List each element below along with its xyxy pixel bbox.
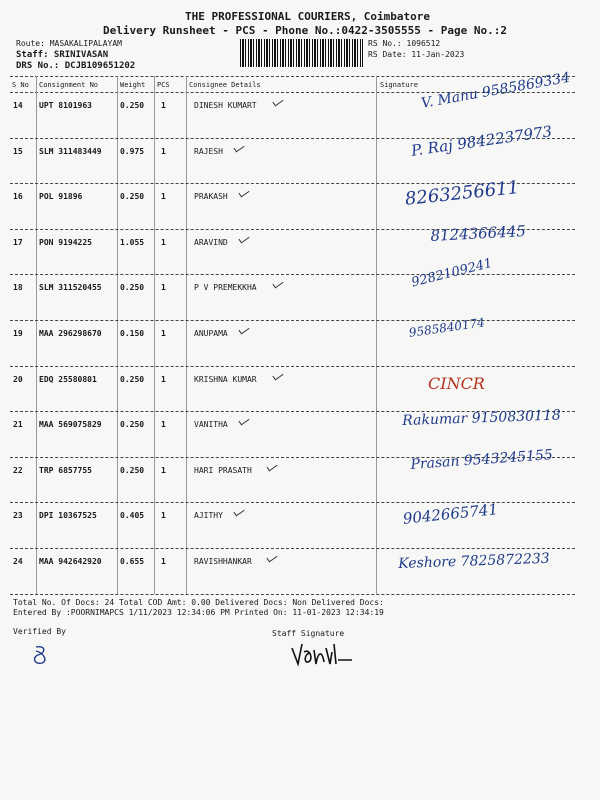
row-separator [10, 320, 575, 321]
barcode-image [240, 39, 363, 67]
row-separator [10, 548, 575, 549]
row-pcs: 1 [161, 374, 166, 384]
row-consignee: RAVISHHANKAR [194, 557, 252, 566]
row-consignment: DPI 10367525 [39, 511, 97, 521]
check-tick-icon [239, 233, 250, 243]
row-consignee: VANITHA [194, 420, 228, 430]
row-consignment: MAA 569075829 [39, 420, 102, 430]
check-tick-icon [272, 97, 283, 107]
row-consignee: PRAKASH [194, 192, 228, 202]
rs-number: RS No.: 1096512 [368, 39, 441, 48]
col-header-sno: S No [12, 81, 29, 89]
check-tick-icon [239, 416, 250, 426]
row-consignee: ANUPAMA [194, 329, 228, 338]
entered-by-line: Entered By :POORNIMAPCS 1/11/2023 12:34:06 PM Printed On: 11-01-2023 12:34:19 [13, 608, 384, 617]
row-signature: 8124366445 [430, 221, 527, 245]
row-weight: 0.250 [120, 101, 145, 110]
row-pcs: 1 [161, 101, 166, 110]
row-sno: 14 [13, 101, 23, 110]
row-consignment: EDQ 25580801 [39, 374, 97, 384]
row-consignment: POL 91896 [39, 192, 83, 202]
row-sno: 17 [13, 237, 23, 247]
col-divider [186, 76, 187, 594]
row-consignee: KRISHNA KUMAR [194, 374, 257, 384]
check-tick-icon [272, 279, 283, 289]
staff-label: Staff: SRINIVASAN [16, 50, 109, 60]
rs-date: RS Date: 11-Jan-2023 [368, 50, 465, 59]
runsheet-title: Delivery Runsheet - PCS - Phone No.:0422-3505555 - Page No.:2 [103, 24, 507, 37]
row-sno: 23 [13, 511, 23, 521]
row-pcs: 1 [161, 237, 166, 247]
row-consignment: PON 9194225 [39, 237, 92, 247]
row-signature: V. Manu 9585869334 [420, 69, 572, 112]
row-signature: 8263256611 [404, 177, 521, 211]
check-tick-icon [233, 507, 244, 517]
row-sno: 16 [13, 192, 23, 202]
col-divider [117, 76, 118, 594]
row-signature: 9585840174 [408, 315, 486, 340]
row-consignment: TRP 6857755 [39, 465, 92, 475]
row-sno: 22 [13, 465, 23, 475]
row-sno: 18 [13, 283, 23, 293]
row-consignment: SLM 311483449 [39, 146, 102, 156]
totals-line: Total No. Of Docs: 24 Total COD Amt: 0.00 Delivered Docs: Non Delivered Docs: [13, 598, 384, 607]
row-pcs: 1 [161, 511, 166, 521]
col-header-consignment: Consignment No [39, 81, 99, 89]
row-consignee: HARI PRASATH [194, 465, 252, 475]
row-separator [10, 366, 575, 367]
row-sno: 20 [13, 374, 23, 384]
row-sno: 19 [13, 329, 23, 338]
row-weight: 0.405 [120, 511, 145, 521]
row-weight: 0.250 [120, 465, 145, 475]
row-signature: P. Raj 9842237973 [410, 121, 554, 160]
row-pcs: 1 [161, 283, 166, 293]
row-separator [10, 274, 575, 275]
col-divider [154, 76, 155, 594]
row-sno: 24 [13, 557, 23, 566]
row-consignment: SLM 311520455 [39, 283, 102, 293]
row-consignee: P V PREMEKKHA [194, 283, 257, 293]
row-signature: 9282109241 [410, 256, 494, 291]
col-header-pcs: PCS [157, 81, 170, 89]
row-weight: 1.055 [120, 237, 145, 247]
row-consignee: DINESH KUMART [194, 101, 257, 110]
row-consignment: MAA 296298670 [39, 329, 102, 338]
verified-by-label: Verified By [13, 627, 66, 636]
row-weight: 0.150 [120, 329, 145, 338]
col-header-weight: Weight [120, 81, 146, 89]
row-consignment: UPT 8101963 [39, 101, 92, 110]
check-tick-icon [267, 553, 278, 563]
row-weight: 0.975 [120, 146, 145, 156]
drs-label: DRS No.: DCJB109651202 [16, 61, 136, 71]
row-signature: Keshore 7825872233 [398, 550, 550, 572]
col-divider [36, 76, 37, 594]
check-tick-icon [233, 142, 244, 152]
row-pcs: 1 [161, 146, 166, 156]
row-pcs: 1 [161, 329, 166, 338]
check-tick-icon [272, 370, 283, 380]
verified-signature-image [30, 643, 52, 667]
row-pcs: 1 [161, 465, 166, 475]
row-consignee: AJITHY [194, 511, 223, 521]
col-divider [376, 76, 377, 594]
row-sno: 15 [13, 146, 23, 156]
check-tick-icon [239, 325, 250, 335]
table-bottom-rule [10, 594, 575, 595]
row-consignee: ARAVIND [194, 237, 228, 247]
row-sno: 21 [13, 420, 23, 430]
row-consignee: RAJESH [194, 146, 223, 156]
row-consignment: MAA 942642920 [39, 557, 102, 566]
row-signature: 9042665741 [402, 500, 499, 529]
col-header-signature: Signature [380, 81, 418, 89]
row-weight: 0.655 [120, 557, 145, 566]
table-top-rule [10, 76, 575, 77]
row-signature: CINCR [428, 373, 485, 393]
col-header-consignee: Consignee Details [189, 81, 261, 89]
row-signature: Rakumar 9150830118 [402, 407, 562, 430]
row-weight: 0.250 [120, 192, 145, 202]
check-tick-icon [239, 188, 250, 198]
staff-signature-label: Staff Signature [272, 629, 345, 638]
staff-signature-image [288, 638, 358, 668]
row-weight: 0.250 [120, 283, 145, 293]
row-signature: Prasan 9543245155 [410, 446, 554, 473]
row-weight: 0.250 [120, 374, 145, 384]
row-pcs: 1 [161, 420, 166, 430]
route-label: Route: MASAKALIPALAYAM [16, 39, 122, 48]
row-pcs: 1 [161, 192, 166, 202]
check-tick-icon [267, 461, 278, 471]
row-pcs: 1 [161, 557, 166, 566]
row-weight: 0.250 [120, 420, 145, 430]
company-title: THE PROFESSIONAL COURIERS, Coimbatore [185, 10, 431, 23]
